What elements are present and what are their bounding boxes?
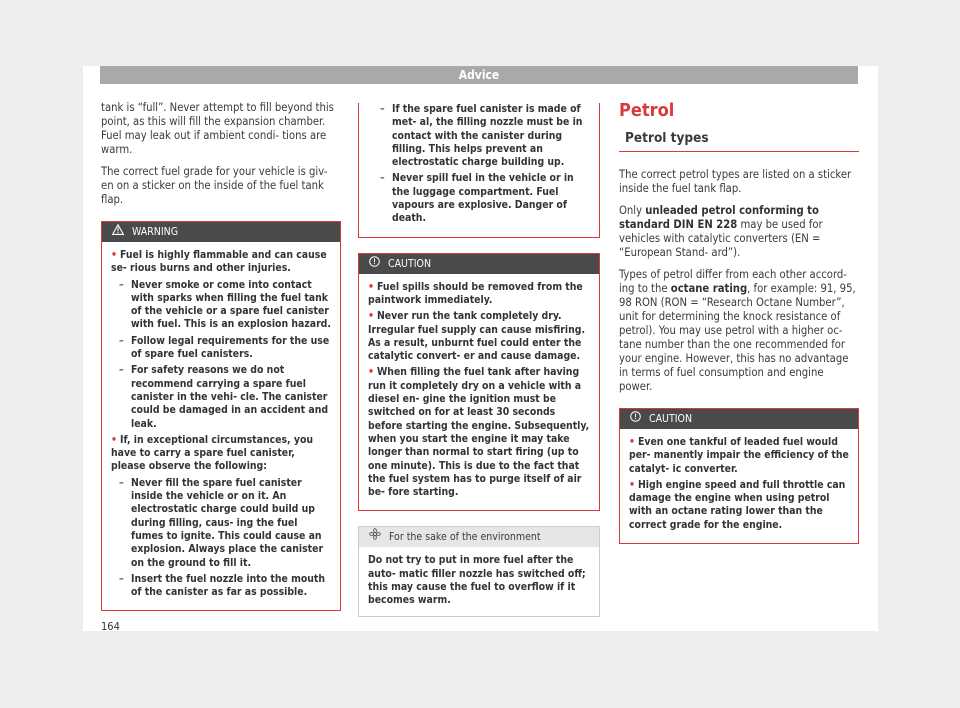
sub-item: – Never smoke or come into contact with sparks when filling the fuel tank of the vehicle or a spare fuel canister with fuel. This is an explosion hazard. xyxy=(119,278,331,331)
list-item: • If, in exceptional circumstances, you have to carry a spare fuel canister, please observe the following: xyxy=(111,433,314,473)
text-run: Types of petrol differ from each other accord- ing to the xyxy=(619,268,847,295)
environment-box xyxy=(358,526,600,616)
bullet-text: Even one tankful of leaded fuel would per- manently impair the efficiency of the catalyt- ic converter. xyxy=(629,436,849,475)
subsection-title: Petrol types xyxy=(625,130,709,146)
sub-item: – Never fill the spare fuel canister inside the vehicle or on it. An electrostatic charge could build up during filling, caus- ing the fuel fumes to ignite. This could cause an explosion. Always place the canister on the ground to fill it. xyxy=(119,476,324,569)
list-item: • Even one tankful of leaded fuel would per- manently impair the efficiency of the catalyt- ic converter. xyxy=(629,436,849,475)
heading-divider xyxy=(619,151,859,152)
warning-continuation-body xyxy=(359,103,599,237)
environment-header xyxy=(359,527,599,547)
list-item: • Never run the tank completely dry. Irregular fuel supply can cause misfiring. As a result, unburnt fuel could enter the catalytic convert- er and cause damage. xyxy=(368,310,586,363)
caution-header xyxy=(359,254,599,274)
unleaded-paragraph xyxy=(619,204,859,260)
sub-text: Insert the fuel nozzle into the mouth of the canister as far as possible. xyxy=(131,572,326,599)
caution-title: CAUTION xyxy=(388,257,432,270)
sub-text: If the spare fuel canister is made of met- al, the filling nozzle must be in contact with the canister during filling. This helps prevent an electrostatic charge building up. xyxy=(392,103,583,169)
warning-header xyxy=(102,222,340,242)
caution-box xyxy=(358,253,600,512)
sub-item: – Insert the fuel nozzle into the mouth of the canister as far as possible. xyxy=(119,572,326,599)
text-run: may be used for vehicles with catalytic converters (EN = “European Stand- ard”). xyxy=(619,218,823,259)
caution-body xyxy=(620,429,858,543)
warning-title: WARNING xyxy=(132,226,179,238)
column-left xyxy=(101,101,341,611)
warning-continuation-box xyxy=(358,103,600,238)
bullet-text: Fuel spills should be removed from the paintwork immediately. xyxy=(368,280,583,306)
bullet-text: Fuel is highly flammable and can cause se- rious burns and other injuries. xyxy=(111,249,327,275)
fuel-grade-paragraph: The correct fuel grade for your vehicle is giv- en on a sticker on the inside of the fuel tank flap. xyxy=(101,165,328,206)
warning-box xyxy=(101,221,341,611)
sub-item: – If the spare fuel canister is made of met- al, the filling nozzle must be in contact with the canister during filling. This helps prevent an electrostatic charge building up. xyxy=(380,103,583,169)
sub-text: Never spill fuel in the vehicle or in the luggage compartment. Fuel vapours are explosive. Danger of death. xyxy=(392,172,574,225)
environment-body: Do not try to put in more fuel after the auto- matic filler nozzle has switched off; this may cause the fuel to overflow if it becomes warm. xyxy=(368,554,586,607)
environment-title: For the sake of the environment xyxy=(389,531,541,544)
sub-text: Follow legal requirements for the use of spare fuel canisters. xyxy=(131,334,330,361)
sub-item: – Never spill fuel in the vehicle or in the luggage compartment. Fuel vapours are explosive. Danger of death. xyxy=(380,172,574,225)
sub-text: Never fill the spare fuel canister inside the vehicle or on it. An electrostatic charge could build up during filling, caus- ing the fuel fumes to ignite. This could cause an explosion. Always place the canister on the ground to fill it. xyxy=(131,476,324,569)
sticker-paragraph: The correct petrol types are listed on a sticker inside the fuel tank flap. xyxy=(619,168,852,195)
column-middle xyxy=(358,101,600,617)
bullet-text: When filling the fuel tank after having run it completely dry on a vehicle with a diesel en- gine the ignition must be switched on for at least 30 seconds before starting the engine. Subsequently, when you start the engine it may take longer than normal to start firing (up to one minute). This is due to the fact that the fuel system has to purge itself of air be- fore starting. xyxy=(368,366,590,499)
caution-body xyxy=(359,274,599,511)
list-item: • High engine speed and full throttle can damage the engine when using petrol with an octane rating lower than the correct grade for the engine. xyxy=(629,478,846,531)
sub-item: – For safety reasons we do not recommend carrying a spare fuel canister in the vehi- cle. The canister could be damaged in an accident and leak. xyxy=(119,364,329,430)
octane-paragraph xyxy=(619,268,859,394)
text-run: , for example: 91, 95, 98 RON (RON = “Research Octane Number”, unit for determining the knock resistance of petrol). You may use petrol with a higher oc- tane number than the one recommended for your engine. However, this has no advantage in terms of fuel consumption and engine power. xyxy=(619,282,856,393)
environment-flower-icon xyxy=(369,527,381,547)
emphasis-text: octane rating xyxy=(670,282,748,295)
caution-header xyxy=(620,409,858,429)
section-header: Advice xyxy=(100,66,858,84)
list-item: • When filling the fuel tank after having run it completely dry on a vehicle with a diesel en- gine the ignition must be switched on for at least 30 seconds before starting the engine. Subsequently, when you start the engine it may take longer than normal to start firing (up to one minute). This is due to the fact that the fuel system has to purge itself of air be- fore starting. xyxy=(368,366,590,499)
sub-text: Never smoke or come into contact with sparks when filling the fuel tank of the vehicle or a spare fuel canister with fuel. This is an explosion hazard. xyxy=(131,278,331,331)
section-title: Petrol xyxy=(619,100,675,121)
list-item: • Fuel spills should be removed from the paintwork immediately. xyxy=(368,280,583,306)
page-number: 164 xyxy=(101,620,120,633)
caution-box-petrol xyxy=(619,408,859,544)
list-item: • Fuel is highly flammable and can cause se- rious burns and other injuries. xyxy=(111,249,327,275)
sub-item: – Follow legal requirements for the use of spare fuel canisters. xyxy=(119,334,330,361)
column-right xyxy=(619,101,859,544)
warning-triangle-icon xyxy=(112,222,124,242)
bullet-text: Never run the tank completely dry. Irregular fuel supply can cause misfiring. As a result, unburnt fuel could enter the catalytic convert- er and cause damage. xyxy=(368,310,586,363)
text-run: Only xyxy=(619,204,646,217)
warning-body xyxy=(102,242,340,610)
emphasis-text: unleaded petrol conforming to standard DIN EN 228 xyxy=(619,204,819,231)
sub-text: For safety reasons we do not recommend carrying a spare fuel canister in the vehi- cle. The canister could be damaged in an accident and leak. xyxy=(131,364,329,430)
bullet-text: High engine speed and full throttle can damage the engine when using petrol with an octane rating lower than the correct grade for the engine. xyxy=(629,478,846,531)
caution-title: CAUTION xyxy=(649,413,693,425)
intro-paragraph: tank is “full”. Never attempt to fill beyond this point, as this will fill the expansion chamber. Fuel may leak out if ambient condi- tions are warm. xyxy=(101,101,334,156)
info-circle-icon xyxy=(369,254,380,274)
bullet-text: If, in exceptional circumstances, you have to carry a spare fuel canister, please observe the following: xyxy=(111,433,314,473)
info-circle-icon xyxy=(630,409,641,429)
